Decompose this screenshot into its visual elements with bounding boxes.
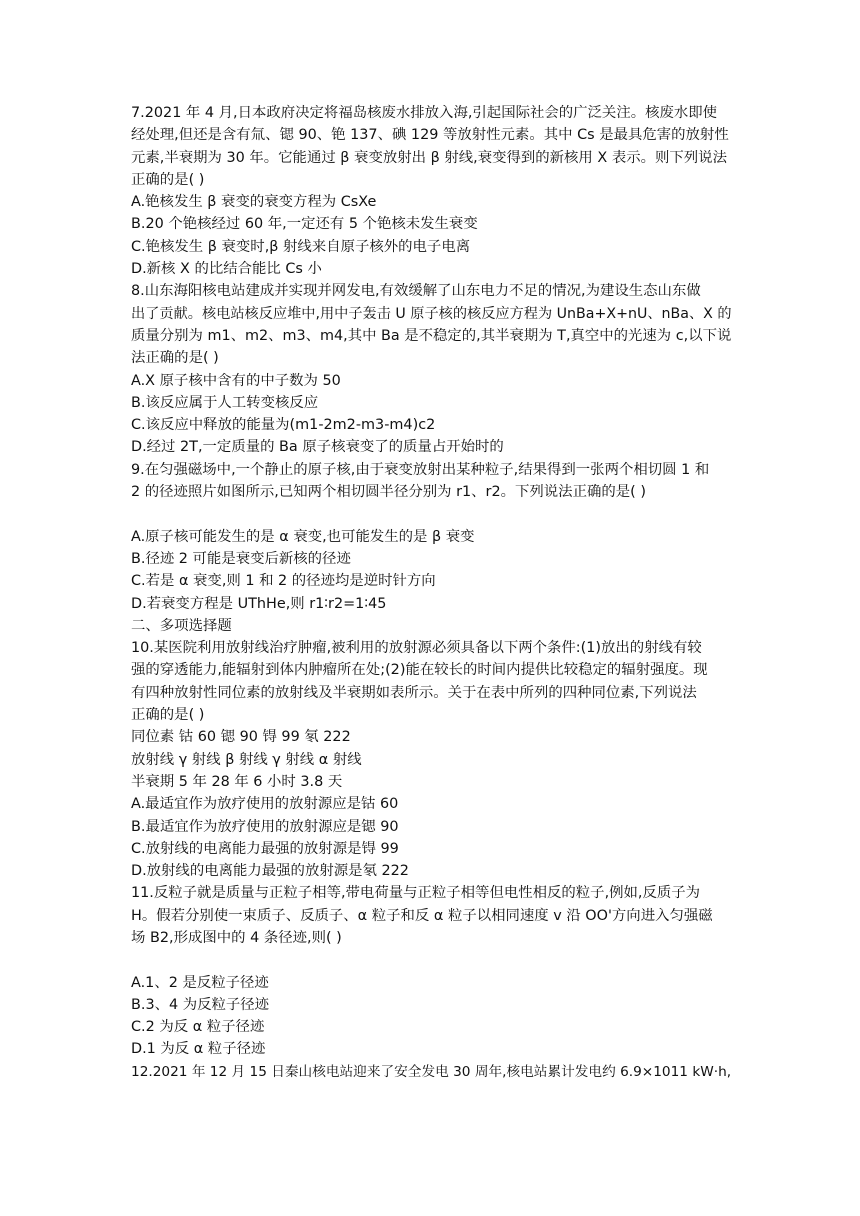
text-line: H。假若分别使一束质子、反质子、α 粒子和反 α 粒子以相同速度 v 沿 OO'方向进入匀强磁 — [131, 907, 713, 924]
option-line: B.20 个铯核经过 60 年,一定还有 5 个铯核未发生衰变 — [131, 216, 478, 233]
text-line: 出了贡献。核电站核反应堆中,用中子轰击 U 原子核的核反应方程为 UnBa+X+nU、nBa、X 的 — [131, 305, 732, 322]
option-line: D.经过 2T,一定质量的 Ba 原子核衰变了的质量占开始时的 — [131, 439, 504, 456]
text-line: 11.反粒子就是质量与正粒子相等,带电荷量与正粒子相等但电性相反的粒子,例如,反质子为 — [131, 885, 701, 902]
option-line: C.铯核发生 β 衰变时,β 射线来自原子核外的电子电离 — [131, 238, 471, 255]
option-line: C.若是 α 衰变,则 1 和 2 的径迹均是逆时针方向 — [131, 573, 436, 590]
text-line: 场 B2,形成图中的 4 条径迹,则( ) — [131, 929, 342, 946]
option-line: D.若衰变方程是 UThHe,则 r1∶r2=1∶45 — [131, 595, 387, 612]
option-line: B.径迹 2 可能是衰变后新核的径迹 — [131, 550, 351, 567]
section-heading: 二、多项选择题 — [131, 617, 232, 634]
text-line: 质量分别为 m1、m2、m3、m4,其中 Ba 是不稳定的,其半衰期为 T,真空中的光速为 c,以下说 — [131, 327, 732, 344]
table-row: 半衰期 5 年 28 年 6 小时 3.8 天 — [131, 773, 343, 790]
text-line: 正确的是( ) — [131, 171, 205, 188]
text-line: 12.2021 年 12 月 15 日秦山核电站迎来了安全发电 30 周年,核电站累计发电约 6.9×1011 kW·h, — [131, 1063, 732, 1080]
option-line: C.该反应中释放的能量为(m1-2m2-m3-m4)c2 — [131, 417, 436, 434]
option-line: B.3、4 为反粒子径迹 — [131, 996, 270, 1013]
figure-placeholder — [131, 503, 731, 525]
table-row: 放射线 γ 射线 β 射线 γ 射线 α 射线 — [131, 751, 362, 768]
document-body — [131, 102, 731, 1083]
option-line: B.最适宜作为放疗使用的放射源应是锶 90 — [131, 818, 399, 835]
option-line: C.放射线的电离能力最强的放射源是锝 99 — [131, 840, 399, 857]
option-line: D.放射线的电离能力最强的放射源是氡 222 — [131, 863, 409, 880]
text-line: 10.某医院利用放射线治疗肿瘤,被利用的放射源必须具备以下两个条件:(1)放出的射线有较 — [131, 640, 702, 657]
option-line: A.X 原子核中含有的中子数为 50 — [131, 372, 341, 389]
text-line: 7.2021 年 4 月,日本政府决定将福岛核废水排放入海,引起国际社会的广泛关注。核废水即使 — [131, 105, 718, 121]
text-line: 8.山东海阳核电站建成并实现并网发电,有效缓解了山东电力不足的情况,为建设生态山东做 — [131, 283, 701, 300]
option-line: D.新核 X 的比结合能比 Cs 小 — [131, 261, 322, 278]
text-line: 2 的径迹照片如图所示,已知两个相切圆半径分别为 r1、r2。下列说法正确的是( ) — [131, 484, 646, 501]
text-line: 9.在匀强磁场中,一个静止的原子核,由于衰变放射出某种粒子,结果得到一张两个相切圆 1 和 — [131, 461, 710, 478]
option-line: A.原子核可能发生的是 α 衰变,也可能发生的是 β 衰变 — [131, 528, 475, 545]
option-line: B.该反应属于人工转变核反应 — [131, 394, 319, 411]
text-line: 强的穿透能力,能辐射到体内肿瘤所在处;(2)能在较长的时间内提供比较稳定的辐射强度。现 — [131, 662, 708, 679]
option-line: D.1 为反 α 粒子径迹 — [131, 1041, 266, 1058]
table-row: 同位素 钴 60 锶 90 锝 99 氡 222 — [131, 729, 351, 746]
text-line: 元素,半衰期为 30 年。它能通过 β 衰变放射出 β 射线,衰变得到的新核用 X 表示。则下列说法 — [131, 149, 727, 166]
option-line: A.铯核发生 β 衰变的衰变方程为 CsXe — [131, 194, 377, 211]
figure-placeholder — [131, 949, 731, 971]
text-line: 法正确的是( ) — [131, 350, 219, 367]
option-line: A.最适宜作为放疗使用的放射源应是钴 60 — [131, 796, 399, 813]
text-line: 正确的是( ) — [131, 707, 205, 724]
text-line: 经处理,但还是含有氚、锶 90、铯 137、碘 129 等放射性元素。其中 Cs 是最具危害的放射性 — [131, 127, 729, 144]
option-line: C.2 为反 α 粒子径迹 — [131, 1019, 265, 1036]
option-line: A.1、2 是反粒子径迹 — [131, 974, 269, 991]
text-line: 有四种放射性同位素的放射线及半衰期如表所示。关于在表中所列的四种同位素,下列说法 — [131, 684, 697, 701]
